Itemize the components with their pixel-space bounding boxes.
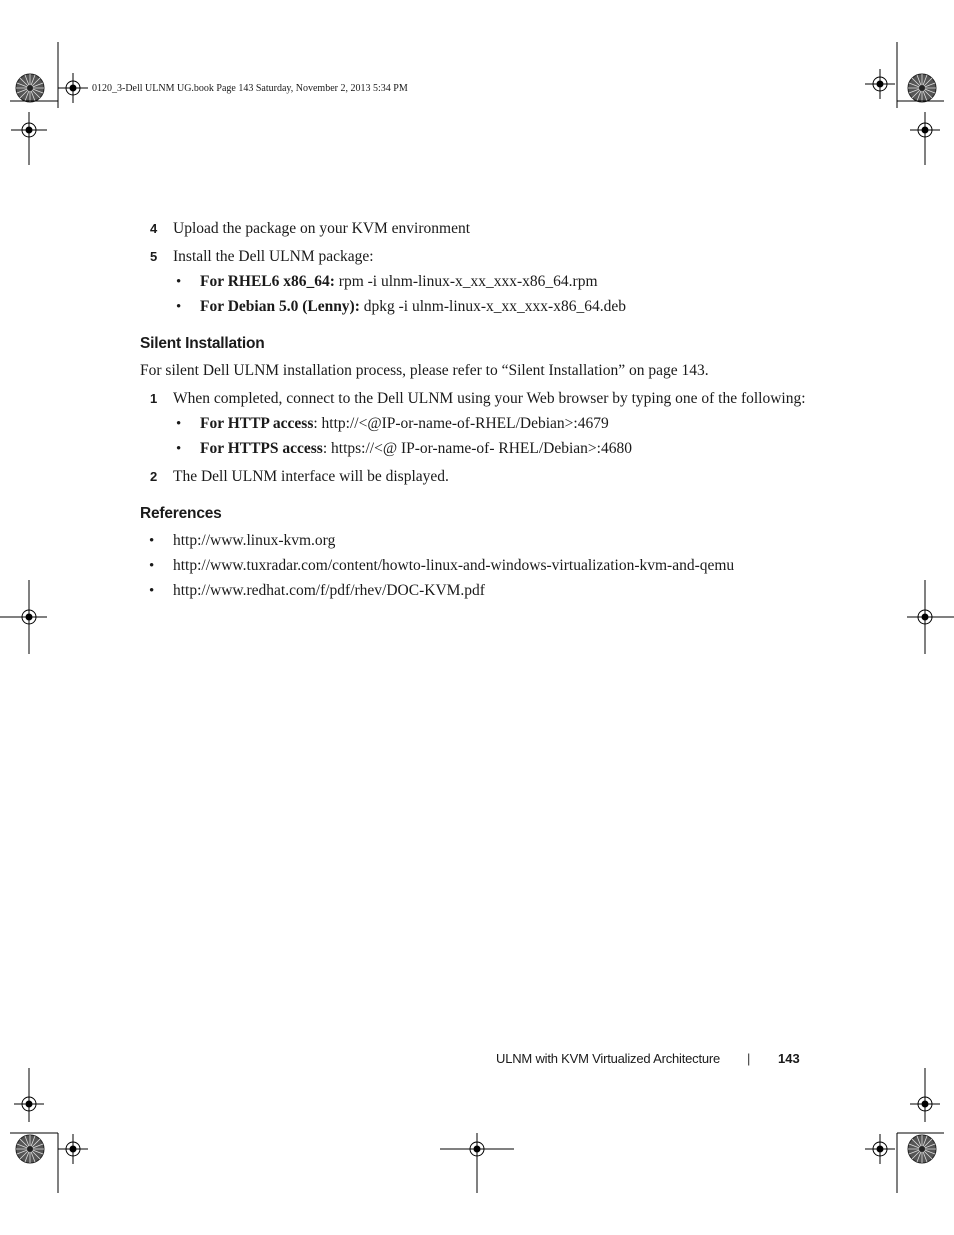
step-text: When completed, connect to the Dell ULNM using your Web browser by typing one of the following:	[173, 390, 806, 407]
reference-link: http://www.tuxradar.com/content/howto-linux-and-windows-virtualization-kvm-and-qemu	[173, 557, 735, 574]
crosshair-icon	[865, 1134, 895, 1164]
item-label: For Debian 5.0 (Lenny):	[200, 298, 360, 315]
book-slug: 0120_3-Dell ULNM UG.book Page 143 Saturday, November 2, 2013 5:34 PM	[92, 83, 408, 94]
item-label: For HTTPS access	[200, 440, 323, 457]
bullet-icon: •	[176, 274, 182, 290]
bullet-icon: •	[176, 299, 182, 315]
list-item	[200, 297, 626, 317]
bullet-icon: •	[176, 416, 182, 432]
item-value: rpm -i ulnm-linux-x_xx_xxx-x86_64.rpm	[334, 273, 598, 290]
crosshair-icon	[58, 1134, 88, 1164]
bullet-icon: •	[149, 533, 155, 549]
starburst-icon	[908, 74, 936, 102]
item-value: : https://<@ IP-or-name-of- RHEL/Debian>:4680	[322, 440, 632, 457]
item-value: dpkg -i ulnm-linux-x_xx_xxx-x86_64.deb	[359, 298, 626, 315]
bullet-icon: •	[149, 558, 155, 574]
crosshair-icon	[865, 69, 895, 99]
reference-link: http://www.redhat.com/f/pdf/rhev/DOC-KVM.pdf	[173, 582, 485, 599]
step-number: 1	[150, 391, 158, 406]
footer-separator: |	[747, 1051, 751, 1066]
list-item	[200, 439, 632, 459]
starburst-icon	[16, 74, 44, 102]
item-value: : http://<@IP-or-name-of-RHEL/Debian>:4679	[313, 415, 609, 432]
paragraph: For silent Dell ULNM installation process, please refer to “Silent Installation” on page 143.	[140, 362, 709, 379]
step-number: 5	[150, 249, 158, 264]
bullet-icon: •	[176, 441, 182, 457]
starburst-icon	[908, 1135, 936, 1163]
footer-title: ULNM with KVM Virtualized Architecture	[496, 1051, 721, 1066]
step-text: Install the Dell ULNM package:	[173, 248, 374, 265]
step-text: Upload the package on your KVM environment	[173, 220, 471, 237]
crosshair-icon	[58, 73, 88, 103]
page-number: 143	[778, 1051, 800, 1066]
item-label: For RHEL6 x86_64:	[200, 273, 335, 290]
item-label: For HTTP access	[200, 415, 314, 432]
step-number: 4	[150, 221, 158, 236]
section-heading: References	[140, 505, 222, 522]
section-heading: Silent Installation	[140, 335, 265, 352]
reference-link: http://www.linux-kvm.org	[173, 532, 336, 549]
step-text: The Dell ULNM interface will be displayed.	[173, 468, 449, 485]
bullet-icon: •	[149, 583, 155, 599]
list-item	[200, 272, 598, 292]
step-number: 2	[150, 469, 158, 484]
list-item	[200, 414, 609, 434]
starburst-icon	[16, 1135, 44, 1163]
